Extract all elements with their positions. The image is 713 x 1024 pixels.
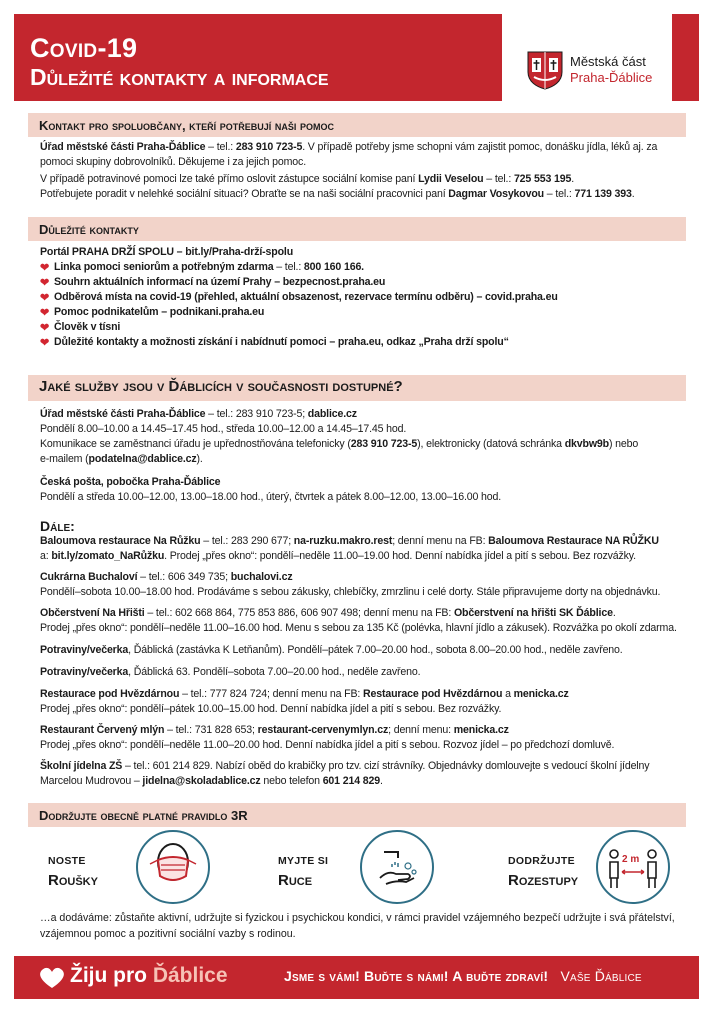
header-banner: [14, 14, 502, 101]
section-kontakt-body: Úřad městské části Praha-Ďáblice – tel.: 283 910 723-5. V případě potřeby jsme schopni vám zajistit pomoc, donášku jídla, léků aj. za pomoci skupiny dobrovolníků. Děkujeme i za jejich pomoc. V případě potravinové pomoci lze také přímo oslovit zástupce sociální komise paní Lydii Veselou – tel.: 725 553 195. Potřebujete poradit v nelehké sociální situaci? Obraťte se na naši sociální pracovnici paní Dagmar Vosykovou – tel.: 771 139 393.: [40, 141, 658, 200]
contact-list: [40, 260, 690, 350]
footer-logo: Žiju pro Ďáblice: [70, 964, 228, 987]
section-heading: Jaké služby jsou v Ďáblicích v současnosti dostupné?: [39, 378, 403, 395]
list-item[interactable]: ❤ Linka pomoci seniorům a potřebným zdarma – tel.: 800 160 166.: [40, 261, 364, 274]
section-heading: Kontakt pro spoluobčany, kteří potřebují naši pomoc: [39, 118, 335, 133]
section-bar-3r: [28, 803, 686, 827]
rule-masks-caption: NOSTE Roušky: [48, 855, 98, 889]
heart-logo-icon: [38, 966, 66, 990]
footer-slogan: Jsme s vámi! Buďte s námi! A buďte zdraví! Vaše Ďáblice: [284, 968, 642, 984]
hand-wash-icon: [360, 830, 434, 904]
footnote: …a dodáváme: zůstaňte aktivní, udržujte si fyzickou i psychickou kondici, v rámci pravidel vzájemného bezpečí udržujte i svá přátelství, vzájemnou pomoc a pozitivní sociální vazby s rodinou.: [40, 912, 675, 940]
list-item[interactable]: ❤ Souhrn aktuálních informací na území Prahy – bezpecnost.praha.eu: [40, 276, 386, 289]
heart-icon: ❤: [40, 322, 50, 334]
heart-icon: ❤: [40, 337, 50, 349]
rule-hands-caption: MYJTE SI Ruce: [278, 855, 329, 889]
dale-list: Baloumova restaurace Na Růžku – tel.: 283 290 677; na-ruzku.makro.rest; denní menu na FB: Baloumova Restaurace NA RŮŽKU a: bit.ly/zomato_NaRůžku. Prodej „přes okno“: pondělí–neděle 11.00–19.00 hod. Denní nabídka jídel a pití s sebou. Bez rozvážky. Cukrárna Buchaloví – tel.: 606 349 735; buchalovi.cz Pondělí–sobota 10.00–18.00 hod. Prodáváme s sebou zákusky, chlebíčky, zmrzlinu i celé dorty. Stále připravujeme dorty na objednávku. Občerstvení Na Hřišti – tel.: 602 668 864, 775 853 886, 606 907 498; denní menu na FB: Občerstvení na hřišti SK Ďáblice. Prodej „přes okno“: pondělí–neděle 11.00–16.00 hod. Menu s sebou za 135 Kč (polévka, hlavní jídlo a zákusek). Rozvážka po okolí zdarma. Potraviny/večerka, Ďáblická (zastávka K Letňanům). Pondělí–pátek 7.00–20.00 hod., sobota 8.00–20.00 hod., neděle zavřeno. Potraviny/večerka, Ďáblická 63. Pondělí–sobota 7.00–20.00 hod., neděle zavřeno. Restaurace pod Hvězdárnou – tel.: 777 824 724; denní menu na FB: Restaurace pod Hvězdárnou a menicka.cz Prodej „přes okno“: pondělí–pátek 10.00–15.00 hod. Denní nabídka jídel a pití s sebou. Bez rozvážky. Restaurant Červený mlýn – tel.: 731 828 653; restaurant-cervenymlyn.cz; denní menu: menicka.cz Prodej „přes okno“: pondělí–neděle 11.00–20.00 hod. Denní nabídka jídel a pití s sebou. Rozvoz jídel – po předchozí domluvě. Školní jídelna ZŠ – tel.: 601 214 829. Nabízí oběd do krabičky pro tzv. cizí strávníky. Objednávky domlouvejte s vedoucí školní jídelny Marcelou Mudrovou – jidelna@skoladablice.cz nebo telefon 601 214 829.: [40, 535, 677, 787]
list-item[interactable]: ❤ Odběrová místa na covid-19 (přehled, aktuální obsazenost, rezervace termínu odběru) – covid.praha.eu: [40, 291, 558, 304]
section-bar-kontakt: [28, 113, 686, 137]
section-sluzby-body: Úřad městské části Praha-Ďáblice – tel.: 283 910 723-5; dablice.cz Pondělí 8.00–10.00 a 14.45–17.45 hod., středa 10.00–12.00 a 14.45–17.45 hod. Komunikace se zaměstnanci úřadu je upřednostňována telefonicky (283 910 723-5), elektronicky (datová schránka dkvbw9b) nebo e-mailem (podatelna@dablice.cz). Česká pošta, pobočka Praha-Ďáblice Pondělí a středa 10.00–12.00, 13.00–18.00 hod., úterý, čtvrtek a pátek 8.00–12.00, 13.00–16.00 hod.: [40, 408, 639, 503]
list-item[interactable]: ❤ Důležité kontakty a možnosti získání i nabídnutí pomoci – praha.eu, odkaz „Praha drží spolu“: [40, 336, 509, 349]
section-dulezite-body: [40, 245, 690, 350]
distance-icon: [596, 830, 670, 904]
brand-name: Městská část Praha-Ďáblice: [570, 54, 653, 85]
portal-link[interactable]: Portál PRAHA DRŽÍ SPOLU – bit.ly/Praha-drží-spolu: [40, 246, 294, 258]
rule-distance-caption: DODRŽUJTE Rozestupy: [508, 855, 579, 889]
section-heading: Důležité kontakty: [39, 222, 139, 237]
page-subtitle: Důležité kontakty a informace: [30, 64, 329, 90]
section-bar-dulezite: [28, 217, 686, 241]
header-strip: [672, 14, 699, 101]
footer-banner: [14, 956, 699, 999]
list-item[interactable]: ❤ Člověk v tísni: [40, 321, 121, 334]
heart-icon: ❤: [40, 262, 50, 274]
dale-title: Dále:: [40, 518, 75, 534]
section-bar-sluzby: [28, 375, 686, 401]
crest-icon: [526, 50, 564, 90]
footer-signature: Vaše Ďáblice: [560, 968, 642, 984]
section-heading: Dodržujte obecně platné pravidlo 3R: [39, 808, 248, 823]
rule-3r-row: [28, 830, 686, 910]
heart-icon: ❤: [40, 277, 50, 289]
heart-icon: ❤: [40, 292, 50, 304]
face-mask-icon: [136, 830, 210, 904]
heart-icon: ❤: [40, 307, 50, 319]
page-title: Covid-19: [30, 33, 138, 63]
distance-label: 2 m: [622, 854, 640, 865]
list-item[interactable]: ❤ Pomoc podnikatelům – podnikani.praha.eu: [40, 306, 265, 319]
